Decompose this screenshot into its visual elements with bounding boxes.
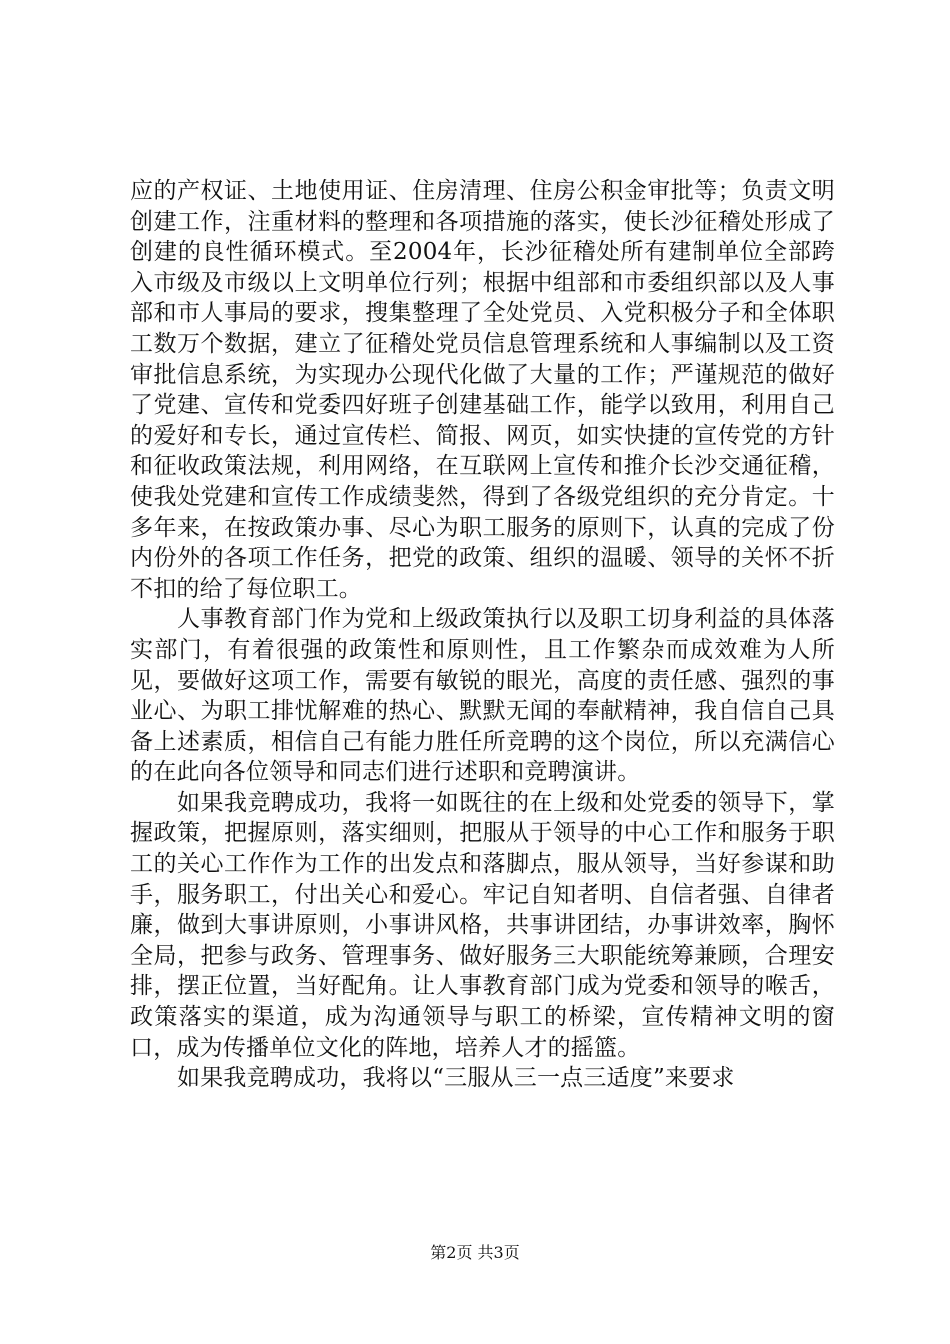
paragraph-3: 如果我竞聘成功，我将一如既往的在上级和处党委的领导下，掌握政策，把握原则，落实细则，把服从于领导的中心工作和服务于职工的关心工作作为工作的出发点和落脚点，服从领导，当好参谋和助手，服务职工，付出关心和爱心。牢记自知者明、自信者强、自律者廉，做到大事讲原则，小事讲风格，共事讲团结，办事讲效率，胸怀全局，把参与政务、管理事务、做好服务三大职能统筹兼顾，合理安排，摆正位置，当好配角。让人事教育部门成为党委和领导的喉舌，政策落实的渠道，成为沟通领导与职工的桥梁，宣传精神文明的窗口，成为传播单位文化的阵地，培养人才的摇篮。 [130,789,835,1061]
paragraph-4: 如果我竞聘成功，我将以“三服从三一点三适度”来要求 [177,1065,735,1092]
page-footer: 第2页 共3页 [430,1243,520,1262]
paragraph-1: 应的产权证、土地使用证、住房清理、住房公积金审批等；负责文明创建工作，注重材料的整理和各项措施的落实，使长沙征稽处形成了创建的良性循环模式。至2004年，长沙征稽处所有建制单位全部跨入市级及市级以上文明单位行列；根据中组部和市委组织部以及人事部和市人事局的要求，搜集整理了全处党员、入党积极分子和全体职工数万个数据，建立了征稽处党员信息管理系统和人事编制以及工资审批信息系统，为实现办公现代化做了大量的工作；严谨规范的做好了党建、宣传和党委四好班子创建基础工作，能学以致用，利用自己的爱好和专长，通过宣传栏、简报、网页，如实快捷的宣传党的方针和征收政策法规，利用网络，在互联网上宣传和推介长沙交通征稽，使我处党建和宣传工作成绩斐然，得到了各级党组织的充分肯定。十多年来，在按政策办事、尽心为职工服务的原则下，认真的完成了份内份外的各项工作任务，把党的政策、组织的温暖、领导的关怀不折不扣的给了每位职工。 [130,178,835,602]
paragraph-2: 人事教育部门作为党和上级政策执行以及职工切身利益的具体落实部门，有着很强的政策性和原则性，且工作繁杂而成效难为人所见，要做好这项工作，需要有敏锐的眼光，高度的责任感、强烈的事业心、为职工排忧解难的热心、默默无闻的奉献精神，我自信自己具备上述素质，相信自己有能力胜任所竞聘的这个岗位，所以充满信心的在此向各位领导和同志们进行述职和竞聘演讲。 [130,606,835,786]
document-body [130,176,835,1094]
